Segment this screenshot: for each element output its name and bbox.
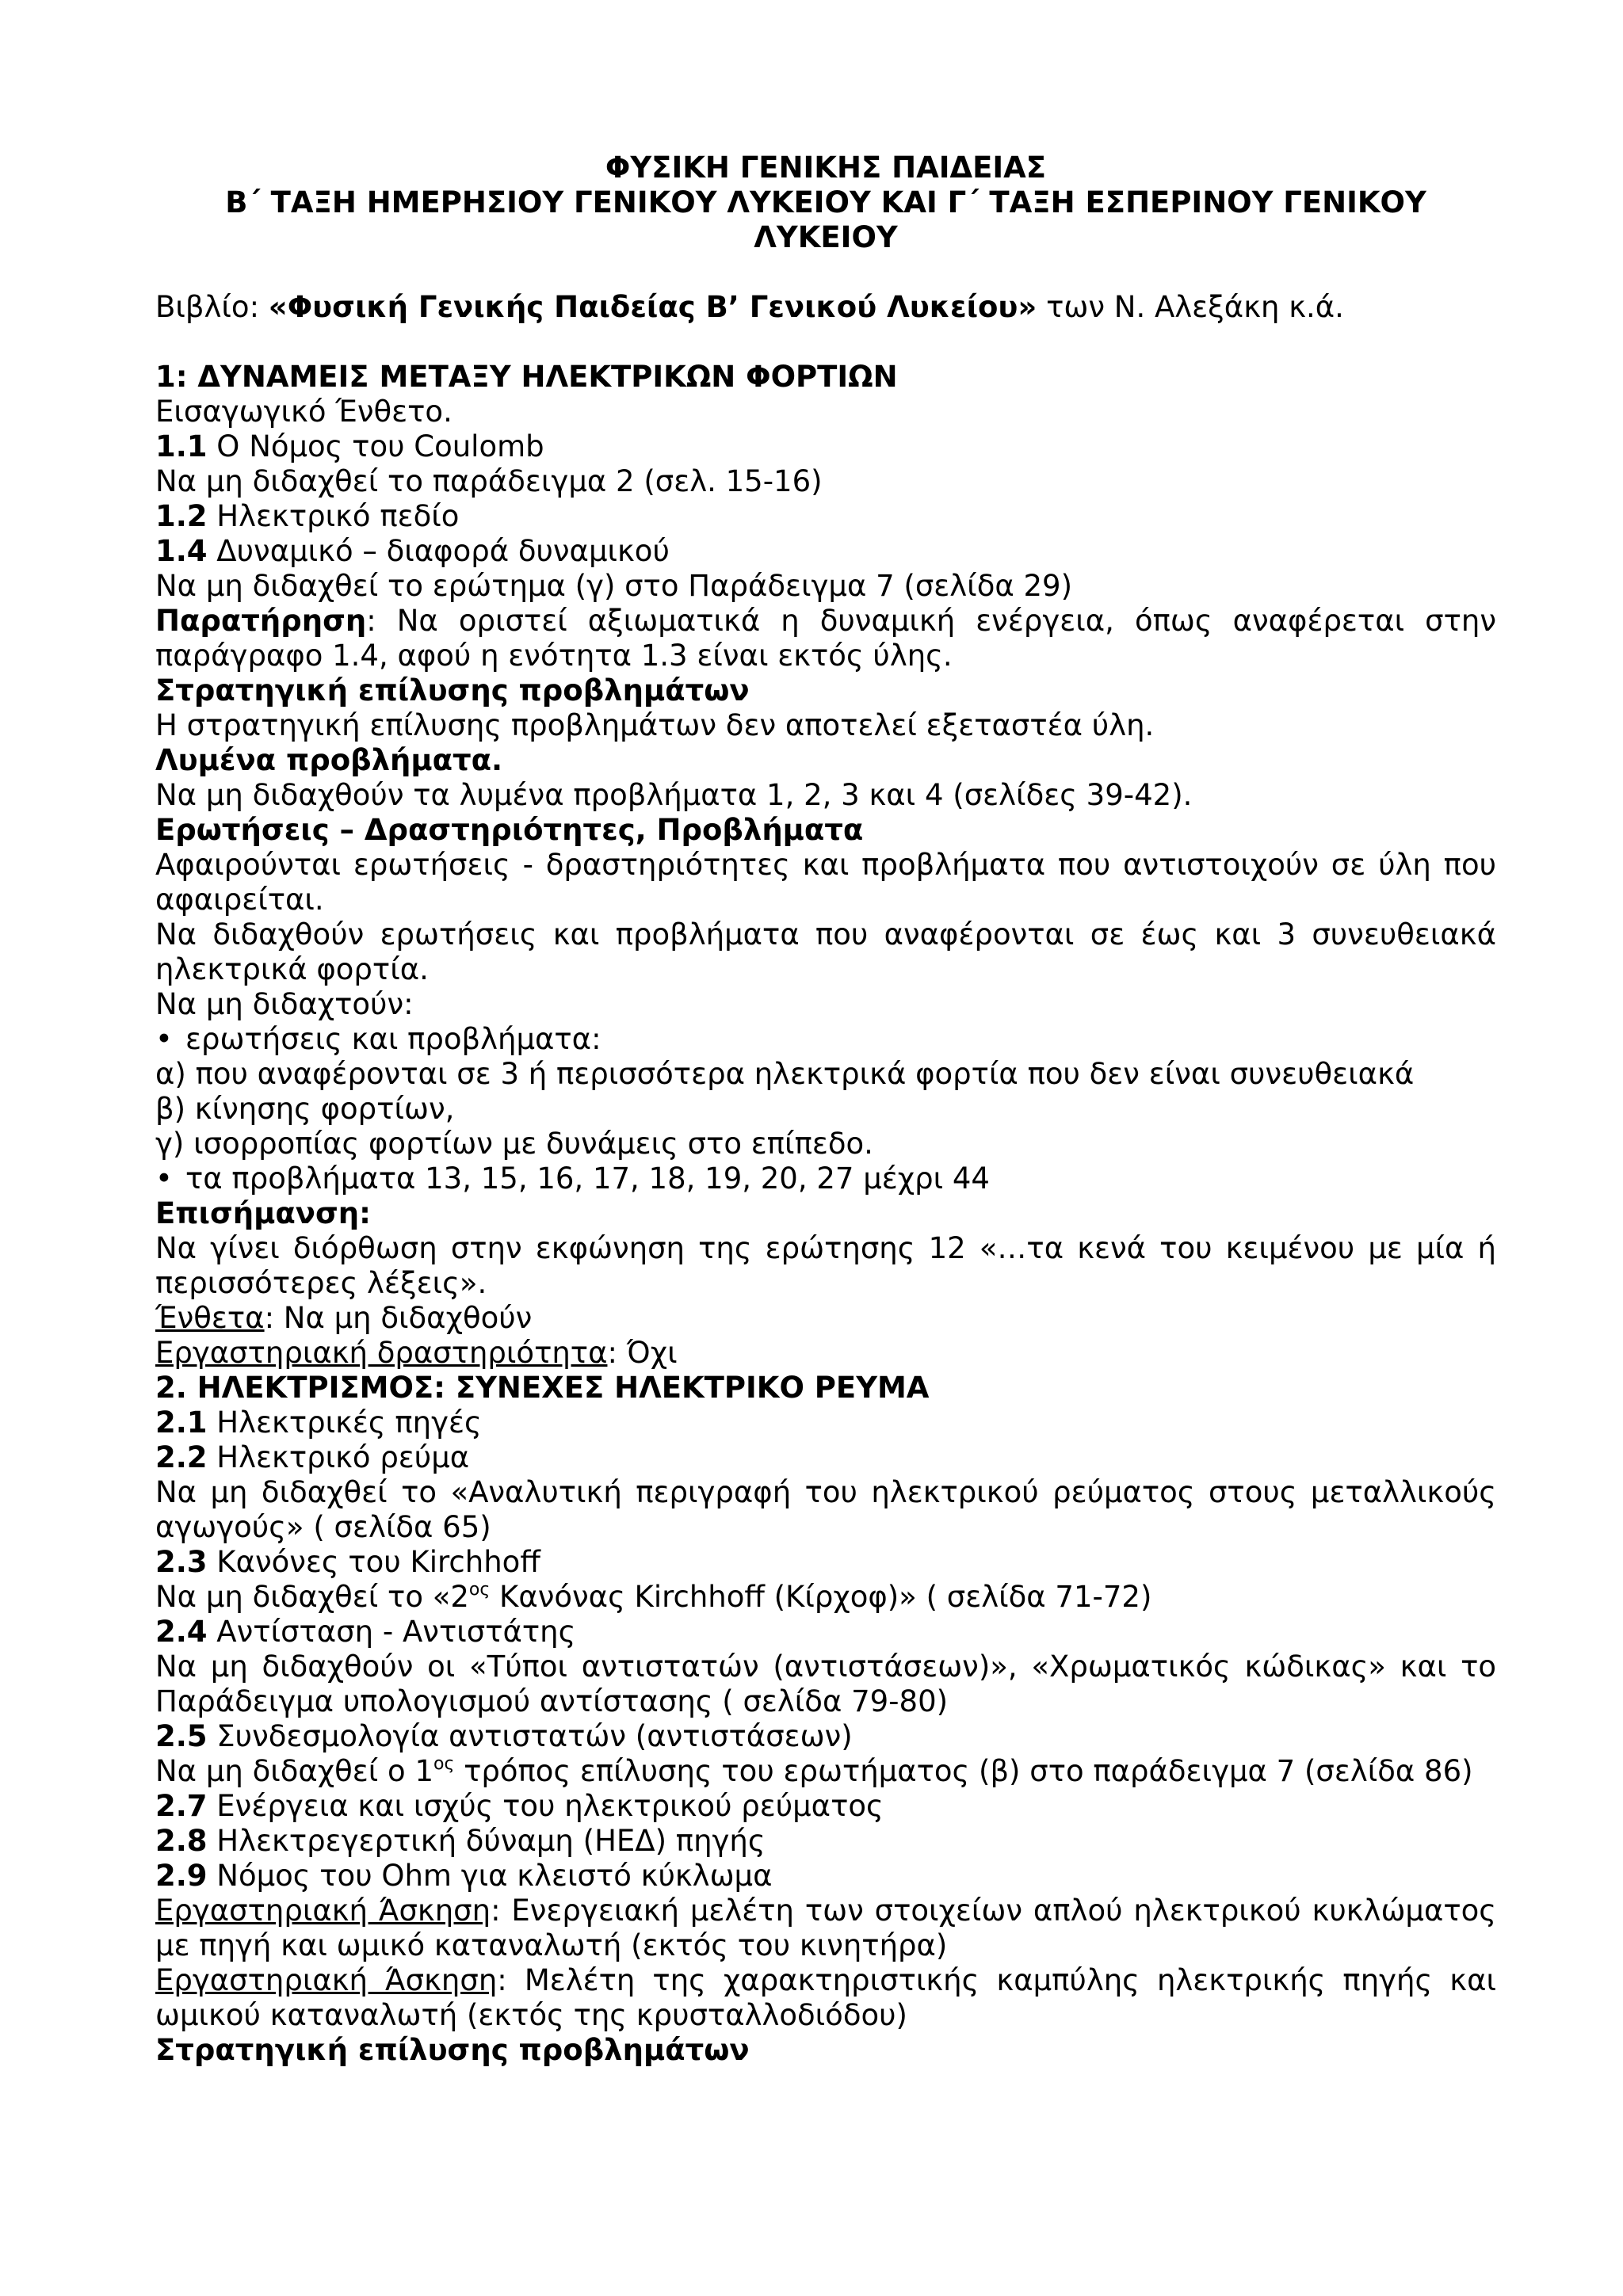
section-number: 1.4 [155, 534, 208, 568]
remark-text: : Να οριστεί αξιωματικά η δυναμική ενέργεια, όπως αναφέρεται στην παράγραφο 1.4, αφού η ενότητα 1.3 είναι εκτός ύλης. [155, 604, 1496, 673]
inserts-label: Ένθετα [155, 1301, 265, 1335]
section-number: 2.9 [155, 1859, 208, 1893]
section-title: Συνδεσμολογία αντιστατών (αντιστάσεων) [207, 1719, 853, 1753]
section-title: Ο Νόμος του Coulomb [207, 429, 544, 463]
section-number: 2.4 [155, 1615, 208, 1649]
section-2-7 [155, 1789, 1496, 1824]
book-reference [155, 290, 1496, 325]
section-2-4-note: Να μη διδαχθούν οι «Τύποι αντιστατών (αντιστάσεων)», «Χρωματικός κώδικας» και το Παράδειγμα υπολογισμού αντίστασης ( σελίδα 79-80) [155, 1650, 1496, 1718]
solved-problems-heading: Λυμένα προβλήματα. [155, 743, 503, 777]
lab-activity-label: Εργαστηριακή δραστηριότητα [155, 1336, 608, 1370]
book-title: «Φυσική Γενικής Παιδείας Β’ Γενικού Λυκείου» [268, 290, 1037, 324]
section-number: 2.8 [155, 1824, 208, 1858]
section-title: Ηλεκτρικές πηγές [207, 1405, 482, 1440]
inserts-text: : Να μη διδαχθούν [264, 1301, 533, 1335]
section-number: 1.1 [155, 429, 208, 463]
section-2-9 [155, 1859, 1496, 1894]
chapter-2-heading: 2. ΗΛΕΚΤΡΙΣΜΟΣ: ΣΥΝΕΧΕΣ ΗΛΕΚΤΡΙΚΟ ΡΕΥΜΑ [155, 1371, 930, 1405]
strategy-heading: Στρατηγική επίλυσης προβλημάτων [155, 673, 750, 707]
section-number: 2.7 [155, 1789, 208, 1823]
remark-paragraph [155, 604, 1496, 673]
not-taught-label: Να μη διδαχτούν: [155, 987, 414, 1021]
list-subitem-b: β) κίνησης φορτίων, [155, 1092, 455, 1126]
section-2-8 [155, 1824, 1496, 1859]
document-subtitle-continued: ΛΥΚΕΙΟΥ [754, 220, 898, 254]
section-title: Ενέργεια και ισχύς του ηλεκτρικού ρεύματος [207, 1789, 884, 1823]
not-taught-list-2 [155, 1161, 1496, 1196]
section-number: 2.1 [155, 1405, 208, 1440]
section-title: Ηλεκτρικό πεδίο [207, 499, 460, 533]
section-2-5 [155, 1719, 1496, 1754]
lab-exercise-1 [155, 1894, 1496, 1963]
section-title: Κανόνες του Kirchhoff [207, 1545, 540, 1579]
inserts-line [155, 1301, 1496, 1336]
section-2-1 [155, 1405, 1496, 1440]
section-2-3-note: Να μη διδαχθεί το «$2^{o\varsigma}$ Κανόνας Kirchhoff (Κίρχοφ)» ( σελίδα 71-72) [155, 1579, 1152, 1614]
section-title: Ηλεκτρικό ρεύμα [207, 1440, 470, 1474]
section-title: Αντίσταση - Αντιστάτης [207, 1615, 576, 1649]
section-title: Νόμος του Ohm για κλειστό κύκλωμα [207, 1859, 773, 1893]
list-item: • ερωτήσεις και προβλήματα: [155, 1022, 1496, 1057]
list-item: • τα προβλήματα 13, 15, 16, 17, 18, 19, 20, 27 μέχρι 44 [155, 1161, 1496, 1196]
questions-paragraph-2: Να διδαχθούν ερωτήσεις και προβλήματα που αναφέρονται σε έως και 3 συνευθειακά ηλεκτρικά φορτία. [155, 917, 1496, 986]
lab-exercise-text: : Ενεργειακή μελέτη των στοιχείων απλού ηλεκτρικού κυκλώματος με πηγή και ωμικό καταναλωτή (εκτός του κινητήρα) [155, 1894, 1496, 1962]
lab-exercise-label: Εργαστηριακή Άσκηση [155, 1963, 498, 1997]
section-2-2 [155, 1440, 1496, 1475]
chapter-1-intro: Εισαγωγικό Ένθετο. [155, 395, 453, 429]
section-2-5-note: Να μη διδαχθεί ο $1^{o\varsigma}$ τρόπος επίλυσης του ερωτήματος (β) στο παράδειγμα 7 (σελίδα 86) [155, 1753, 1473, 1788]
section-1-1 [155, 429, 1496, 464]
ordinal-superscript: ος [433, 1753, 455, 1774]
note-heading: Επισήμανση: [155, 1196, 371, 1230]
lab-exercise-text: : Μελέτη της χαρακτηριστικής καμπύλης ηλεκτρικής πηγής και ωμικού καταναλωτή (εκτός της κρυσταλλοδιόδου) [155, 1963, 1496, 2032]
section-title: Δυναμικό – διαφορά δυναμικού [207, 534, 670, 568]
book-prefix: Βιβλίο: [155, 290, 269, 324]
strategy-text: Η στρατηγική επίλυσης προβλημάτων δεν αποτελεί εξεταστέα ύλη. [155, 708, 1155, 742]
ordinal-superscript: ος [468, 1579, 491, 1600]
section-1-2 [155, 499, 1496, 534]
section-1-4-note: Να μη διδαχθεί το ερώτημα (γ) στο Παράδειγμα 7 (σελίδα 29) [155, 569, 1073, 603]
book-authors: των Ν. Αλεξάκη κ.ά. [1037, 290, 1344, 324]
lab-exercise-label: Εργαστηριακή Άσκηση [155, 1894, 491, 1928]
section-title: Ηλεκτρεγερτική δύναμη (ΗΕΔ) πηγής [207, 1824, 766, 1858]
questions-paragraph-1: Αφαιρούνται ερωτήσεις - δραστηριότητες και προβλήματα που αντιστοιχούν σε ύλη που αφαιρείται. [155, 848, 1496, 917]
document-subtitle: Β΄ ΤΑΞΗ ΗΜΕΡΗΣΙΟΥ ΓΕΝΙΚΟΥ ΛΥΚΕΙΟΥ ΚΑΙ Γ΄ ΤΑΞΗ ΕΣΠΕΡΙΝΟΥ ΓΕΝΙΚΟΥ [225, 185, 1426, 219]
list-subitem-c: γ) ισορροπίας φορτίων με δυνάμεις στο επίπεδο. [155, 1127, 873, 1161]
document-page [155, 151, 1496, 2068]
lab-activity-line [155, 1336, 1496, 1371]
section-2-2-note: Να μη διδαχθεί το «Αναλυτική περιγραφή του ηλεκτρικού ρεύματος στους μεταλλικούς αγωγούς» ( σελίδα 65) [155, 1475, 1496, 1544]
section-number: 2.2 [155, 1440, 208, 1474]
spacer [155, 325, 1496, 360]
section-2-3 [155, 1545, 1496, 1580]
solved-problems-text: Να μη διδαχθούν τα λυμένα προβλήματα 1, 2, 3 και 4 (σελίδες 39-42). [155, 778, 1193, 812]
section-2-4 [155, 1615, 1496, 1650]
not-taught-list [155, 1022, 1496, 1057]
remark-label: Παρατήρηση [155, 604, 367, 638]
note-text: Να γίνει διόρθωση στην εκφώνηση της ερώτησης 12 «…τα κενά του κειμένου με μία ή περισσότερες λέξεις». [155, 1231, 1496, 1300]
section-number: 2.5 [155, 1719, 208, 1753]
section-1-4 [155, 534, 1496, 569]
document-title: ΦΥΣΙΚΗ ΓΕΝΙΚΗΣ ΠΑΙΔΕΙΑΣ [605, 151, 1047, 185]
section-number: 2.3 [155, 1545, 208, 1579]
list-subitem-a: α) που αναφέρονται σε 3 ή περισσότερα ηλεκτρικά φορτία που δεν είναι συνευθειακά [155, 1057, 1415, 1091]
lab-exercise-2 [155, 1963, 1496, 2033]
chapter-1-heading: 1: ΔΥΝΑΜΕΙΣ ΜΕΤΑΞΥ ΗΛΕΚΤΡΙΚΩΝ ΦΟΡΤΙΩΝ [155, 360, 898, 394]
spacer [155, 255, 1496, 290]
lab-activity-text: : Όχι [607, 1336, 678, 1370]
section-number: 1.2 [155, 499, 208, 533]
section-1-1-note: Να μη διδαχθεί το παράδειγμα 2 (σελ. 15-16) [155, 464, 823, 498]
questions-heading: Ερωτήσεις – Δραστηριότητες, Προβλήματα [155, 813, 864, 847]
strategy-heading-2: Στρατηγική επίλυσης προβλημάτων [155, 2033, 750, 2067]
